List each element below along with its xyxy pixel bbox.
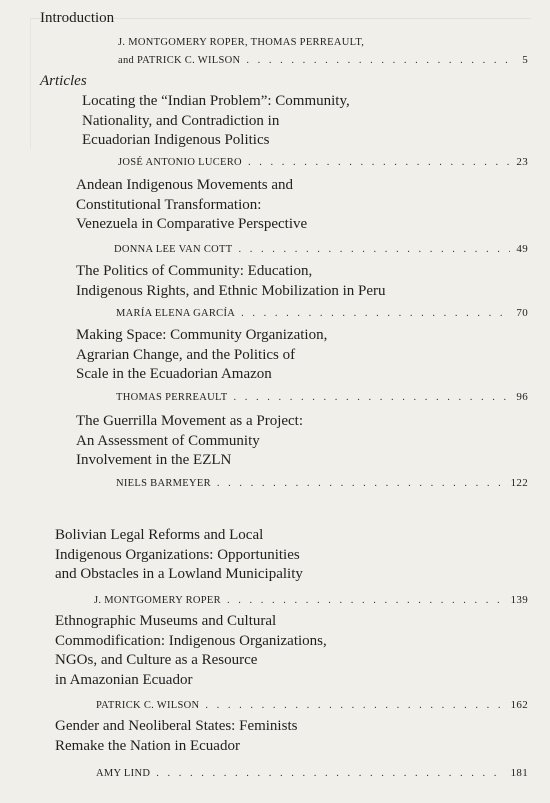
entry-author: JOSÉ ANTONIO LUCERO xyxy=(118,157,242,168)
entry-title-line: Andean Indigenous Movements and xyxy=(76,177,294,193)
entry-author: THOMAS PERREAULT xyxy=(116,392,228,403)
intro-author-row xyxy=(118,53,528,68)
entry-author-row xyxy=(114,242,528,257)
entry-author-row xyxy=(116,306,528,321)
page-number: 70 xyxy=(516,307,528,319)
page-number: 96 xyxy=(516,391,528,403)
entry-title-line: Ethnographic Museums and Cultural xyxy=(55,613,277,629)
page-number: 122 xyxy=(510,477,528,489)
page-number: 23 xyxy=(516,156,528,168)
entry-title-line: Gender and Neoliberal States: Feminists xyxy=(55,718,298,734)
dot-leader xyxy=(156,767,504,781)
entry-author-row xyxy=(118,155,528,170)
page-number: 139 xyxy=(510,594,528,606)
entry-title-line: Nationality, and Contradiction in xyxy=(82,112,280,129)
dot-leader xyxy=(205,699,504,713)
dot-leader xyxy=(233,391,510,405)
entry-title-line: Remake the Nation in Ecuador xyxy=(55,737,240,754)
dot-leader xyxy=(217,477,505,491)
dot-leader xyxy=(241,307,510,321)
entry-author: DONNA LEE VAN COTT xyxy=(114,244,233,255)
entry-author: MARÍA ELENA GARCÍA xyxy=(116,308,236,319)
entry-title-line: in Amazonian Ecuador xyxy=(55,671,193,688)
entry-author-row xyxy=(116,476,528,491)
entry-title-line: The Politics of Community: Education, xyxy=(76,263,313,279)
page-number: 5 xyxy=(522,54,528,66)
intro-authors-line1: J. MONTGOMERY ROPER, THOMAS PERREAULT, xyxy=(118,37,365,48)
entry-title-line: Commodification: Indigenous Organizations, xyxy=(55,632,327,649)
introduction-heading: Introduction xyxy=(40,10,115,26)
entry-author: AMY LIND xyxy=(96,768,151,779)
entry-author: PATRICK C. WILSON xyxy=(96,700,200,711)
entry-author: J. MONTGOMERY ROPER xyxy=(94,595,221,606)
entry-title-line: An Assessment of Community xyxy=(76,432,260,449)
entry-title-line: Indigenous Rights, and Ethnic Mobilization in Peru xyxy=(76,282,386,299)
entry-author-row xyxy=(96,766,528,781)
articles-heading: Articles xyxy=(40,73,87,89)
entry-title-line: NGOs, and Culture as a Resource xyxy=(55,652,258,668)
entry-title-line: Venezuela in Comparative Perspective xyxy=(76,216,308,232)
entry-title-line: Agrarian Change, and the Politics of xyxy=(76,346,296,363)
intro-authors-line2: and PATRICK C. WILSON xyxy=(118,55,241,66)
entry-author: NIELS BARMEYER xyxy=(116,478,211,489)
page-number: 49 xyxy=(516,243,528,255)
entry-title-line: Involvement in the EZLN xyxy=(76,452,232,468)
entry-author-row xyxy=(94,593,528,608)
entry-title-line: Making Space: Community Organization, xyxy=(76,327,328,343)
entry-title-line: Scale in the Ecuadorian Amazon xyxy=(76,366,272,382)
entry-title-line: Locating the “Indian Problem”: Community, xyxy=(82,93,350,109)
entry-author-row xyxy=(116,390,528,405)
entry-title-line: Bolivian Legal Reforms and Local xyxy=(55,527,264,543)
entry-author-row xyxy=(96,698,528,713)
dot-leader xyxy=(227,594,505,608)
dot-leader xyxy=(238,243,510,257)
dot-leader xyxy=(248,156,510,170)
entry-title-line: Constitutional Transformation: xyxy=(76,196,262,213)
entry-title-line: Indigenous Organizations: Opportunities xyxy=(55,546,300,563)
entry-title-line: Ecuadorian Indigenous Politics xyxy=(82,132,270,148)
page-number: 181 xyxy=(510,767,528,779)
dot-leader xyxy=(246,54,516,68)
entry-title-line: and Obstacles in a Lowland Municipality xyxy=(55,566,303,582)
entry-title-line: The Guerrilla Movement as a Project: xyxy=(76,413,304,429)
page-number: 162 xyxy=(510,699,528,711)
